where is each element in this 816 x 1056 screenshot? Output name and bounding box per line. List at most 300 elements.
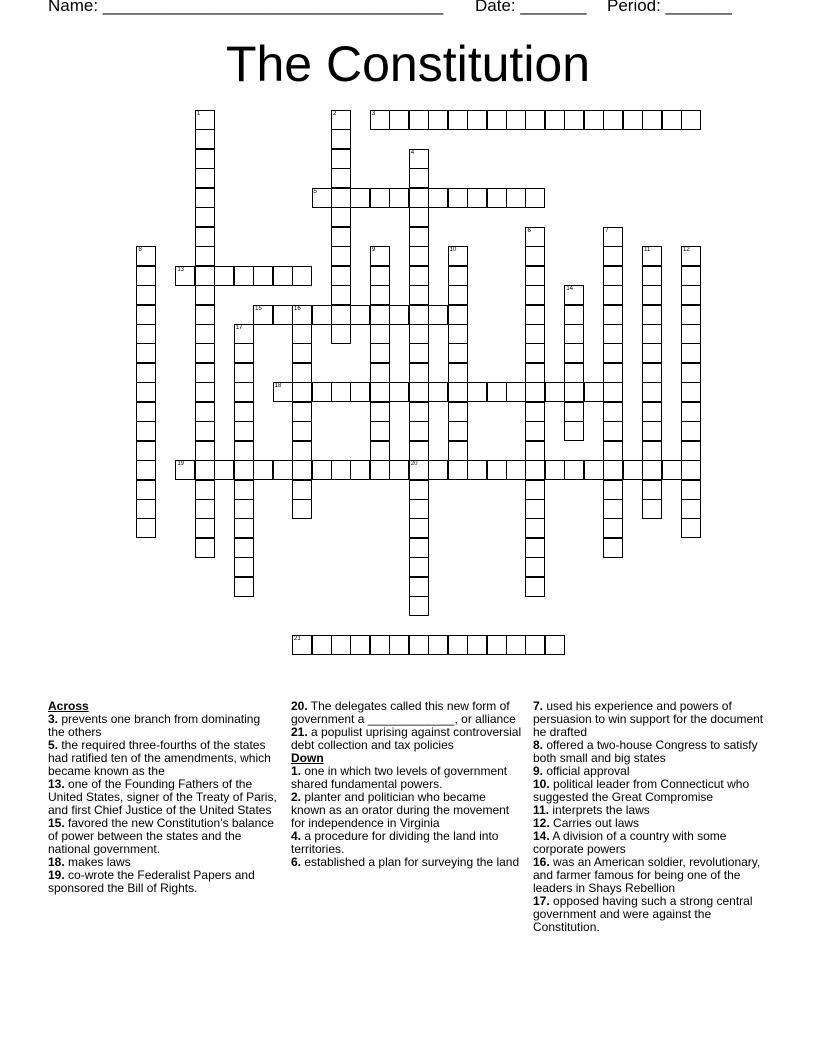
grid-cell[interactable] bbox=[681, 363, 701, 383]
grid-cell[interactable] bbox=[331, 110, 351, 130]
grid-cell[interactable] bbox=[370, 188, 390, 208]
period-field[interactable]: Period: _______ bbox=[607, 0, 732, 15]
grid-cell[interactable] bbox=[234, 421, 254, 441]
grid-cell[interactable] bbox=[681, 499, 701, 519]
grid-cell[interactable] bbox=[234, 518, 254, 538]
clue-number: 18. bbox=[48, 855, 65, 869]
grid-cell[interactable] bbox=[195, 518, 215, 538]
grid-cell[interactable] bbox=[428, 382, 448, 402]
grid-cell[interactable] bbox=[331, 168, 351, 188]
grid-cell[interactable] bbox=[681, 441, 701, 461]
grid-cell[interactable] bbox=[195, 460, 215, 480]
grid-cell[interactable] bbox=[409, 324, 429, 344]
grid-cell[interactable] bbox=[681, 110, 701, 130]
clues-column-2 bbox=[291, 700, 523, 869]
grid-cell[interactable] bbox=[331, 207, 351, 227]
grid-cell[interactable] bbox=[448, 421, 468, 441]
grid-cell[interactable] bbox=[136, 480, 156, 500]
grid-cell[interactable] bbox=[234, 266, 254, 286]
grid-cell[interactable] bbox=[136, 518, 156, 538]
grid-cell[interactable] bbox=[292, 363, 312, 383]
grid-cell[interactable] bbox=[525, 635, 545, 655]
grid-cell[interactable] bbox=[545, 382, 565, 402]
grid-cell[interactable] bbox=[467, 460, 487, 480]
grid-cell[interactable] bbox=[448, 110, 468, 130]
grid-cell[interactable] bbox=[564, 363, 584, 383]
grid-cell[interactable] bbox=[136, 343, 156, 363]
grid-cell[interactable] bbox=[642, 285, 662, 305]
grid-cell[interactable] bbox=[389, 305, 409, 325]
grid-cell[interactable] bbox=[136, 305, 156, 325]
grid-cell[interactable] bbox=[195, 285, 215, 305]
grid-cell[interactable] bbox=[642, 343, 662, 363]
grid-cell[interactable] bbox=[642, 246, 662, 266]
clue-number-label: 11 bbox=[644, 247, 651, 254]
clue-text: offered a two-house Congress to satisfy both small and big states bbox=[533, 738, 758, 765]
grid-cell[interactable] bbox=[584, 460, 604, 480]
grid-cell[interactable] bbox=[642, 499, 662, 519]
grid-cell[interactable] bbox=[195, 324, 215, 344]
grid-cell[interactable] bbox=[195, 129, 215, 149]
grid-cell[interactable] bbox=[273, 460, 293, 480]
grid-cell[interactable] bbox=[136, 246, 156, 266]
grid-cell[interactable] bbox=[642, 110, 662, 130]
grid-cell[interactable] bbox=[234, 577, 254, 597]
grid-cell[interactable] bbox=[564, 460, 584, 480]
grid-cell[interactable] bbox=[312, 305, 332, 325]
grid-cell[interactable] bbox=[292, 343, 312, 363]
grid-cell[interactable] bbox=[525, 402, 545, 422]
grid-cell[interactable] bbox=[136, 382, 156, 402]
grid-cell[interactable] bbox=[448, 382, 468, 402]
grid-cell[interactable] bbox=[603, 110, 623, 130]
grid-cell[interactable] bbox=[525, 421, 545, 441]
grid-cell[interactable] bbox=[409, 188, 429, 208]
grid-cell[interactable] bbox=[467, 188, 487, 208]
grid-cell[interactable] bbox=[292, 441, 312, 461]
grid-cell[interactable] bbox=[370, 246, 390, 266]
clue-text: favored the new Constitution’s balance of power between the states and the national government. bbox=[48, 816, 274, 856]
grid-cell[interactable] bbox=[467, 635, 487, 655]
grid-cell[interactable] bbox=[603, 402, 623, 422]
grid-cell[interactable] bbox=[370, 343, 390, 363]
grid-cell[interactable] bbox=[448, 635, 468, 655]
grid-cell[interactable] bbox=[409, 382, 429, 402]
grid-cell[interactable] bbox=[603, 324, 623, 344]
grid-cell[interactable] bbox=[681, 518, 701, 538]
grid-cell[interactable] bbox=[448, 441, 468, 461]
grid-cell[interactable] bbox=[195, 402, 215, 422]
grid-cell[interactable] bbox=[312, 382, 332, 402]
grid-cell[interactable] bbox=[448, 285, 468, 305]
grid-cell[interactable] bbox=[214, 266, 234, 286]
grid-cell[interactable] bbox=[195, 168, 215, 188]
grid-cell[interactable] bbox=[525, 266, 545, 286]
grid-cell[interactable] bbox=[448, 402, 468, 422]
grid-cell[interactable] bbox=[448, 343, 468, 363]
grid-cell[interactable] bbox=[525, 557, 545, 577]
grid-cell[interactable] bbox=[136, 441, 156, 461]
grid-cell[interactable] bbox=[448, 305, 468, 325]
grid-cell[interactable] bbox=[409, 110, 429, 130]
grid-cell[interactable] bbox=[370, 635, 390, 655]
grid-cell[interactable] bbox=[195, 382, 215, 402]
date-field[interactable]: Date: _______ bbox=[475, 0, 587, 15]
name-field[interactable]: Name: ____________________________________ bbox=[48, 0, 444, 15]
grid-cell[interactable] bbox=[292, 382, 312, 402]
grid-cell[interactable] bbox=[234, 402, 254, 422]
clue-number: 1. bbox=[291, 764, 302, 778]
grid-cell[interactable] bbox=[603, 460, 623, 480]
grid-cell[interactable] bbox=[564, 421, 584, 441]
grid-cell[interactable] bbox=[234, 343, 254, 363]
grid-cell[interactable] bbox=[350, 305, 370, 325]
grid-cell[interactable] bbox=[642, 480, 662, 500]
grid-cell[interactable] bbox=[506, 382, 526, 402]
grid-cell[interactable] bbox=[623, 110, 643, 130]
grid-cell[interactable] bbox=[487, 460, 507, 480]
grid-cell[interactable] bbox=[253, 305, 273, 325]
grid-cell[interactable] bbox=[331, 188, 351, 208]
grid-cell[interactable] bbox=[370, 382, 390, 402]
grid-cell[interactable] bbox=[409, 596, 429, 616]
grid-cell[interactable] bbox=[331, 149, 351, 169]
grid-cell[interactable] bbox=[409, 441, 429, 461]
grid-cell[interactable] bbox=[389, 110, 409, 130]
grid-cell[interactable] bbox=[603, 538, 623, 558]
grid-cell[interactable] bbox=[195, 227, 215, 247]
grid-cell[interactable] bbox=[681, 324, 701, 344]
grid-cell[interactable] bbox=[506, 635, 526, 655]
grid-cell[interactable] bbox=[350, 635, 370, 655]
grid-cell[interactable] bbox=[292, 402, 312, 422]
grid-cell[interactable] bbox=[428, 110, 448, 130]
grid-cell[interactable] bbox=[525, 110, 545, 130]
grid-cell[interactable] bbox=[584, 110, 604, 130]
grid-cell[interactable] bbox=[234, 480, 254, 500]
grid-cell[interactable] bbox=[681, 246, 701, 266]
grid-cell[interactable] bbox=[681, 305, 701, 325]
grid-cell[interactable] bbox=[350, 460, 370, 480]
grid-cell[interactable] bbox=[681, 402, 701, 422]
grid-cell[interactable] bbox=[564, 402, 584, 422]
grid-cell[interactable] bbox=[370, 324, 390, 344]
grid-cell[interactable] bbox=[662, 110, 682, 130]
grid-cell[interactable] bbox=[681, 285, 701, 305]
grid-cell[interactable] bbox=[195, 149, 215, 169]
grid-cell[interactable] bbox=[409, 402, 429, 422]
grid-cell[interactable] bbox=[195, 266, 215, 286]
grid-cell[interactable] bbox=[389, 460, 409, 480]
grid-cell[interactable] bbox=[195, 441, 215, 461]
grid-cell[interactable] bbox=[545, 460, 565, 480]
grid-cell[interactable] bbox=[350, 188, 370, 208]
grid-cell[interactable] bbox=[409, 305, 429, 325]
grid-cell[interactable] bbox=[428, 305, 448, 325]
grid-cell[interactable] bbox=[525, 227, 545, 247]
clue-number-label: 6 bbox=[527, 227, 531, 234]
grid-cell[interactable] bbox=[370, 305, 390, 325]
grid-cell[interactable] bbox=[273, 266, 293, 286]
grid-cell[interactable] bbox=[331, 635, 351, 655]
grid-cell[interactable] bbox=[564, 305, 584, 325]
grid-cell[interactable] bbox=[525, 363, 545, 383]
clue-item bbox=[48, 713, 278, 739]
clue-number: 11. bbox=[533, 803, 550, 817]
grid-cell[interactable] bbox=[389, 382, 409, 402]
grid-cell[interactable] bbox=[642, 402, 662, 422]
grid-cell[interactable] bbox=[312, 188, 332, 208]
grid-cell[interactable] bbox=[448, 324, 468, 344]
grid-cell[interactable] bbox=[603, 266, 623, 286]
grid-cell[interactable] bbox=[136, 499, 156, 519]
grid-cell[interactable] bbox=[525, 343, 545, 363]
grid-cell[interactable] bbox=[195, 538, 215, 558]
grid-cell[interactable] bbox=[234, 460, 254, 480]
grid-cell[interactable] bbox=[525, 382, 545, 402]
grid-cell[interactable] bbox=[525, 518, 545, 538]
grid-cell[interactable] bbox=[409, 480, 429, 500]
clue-number-label: 19 bbox=[177, 461, 185, 468]
grid-cell[interactable] bbox=[331, 246, 351, 266]
grid-cell[interactable] bbox=[681, 460, 701, 480]
grid-cell[interactable] bbox=[525, 324, 545, 344]
grid-cell[interactable] bbox=[331, 324, 351, 344]
grid-cell[interactable] bbox=[292, 460, 312, 480]
grid-cell[interactable] bbox=[234, 382, 254, 402]
grid-cell[interactable] bbox=[409, 635, 429, 655]
grid-cell[interactable] bbox=[642, 441, 662, 461]
grid-cell[interactable] bbox=[409, 266, 429, 286]
grid-cell[interactable] bbox=[175, 266, 195, 286]
grid-cell[interactable] bbox=[331, 227, 351, 247]
grid-cell[interactable] bbox=[545, 110, 565, 130]
grid-cell[interactable] bbox=[487, 110, 507, 130]
grid-cell[interactable] bbox=[506, 188, 526, 208]
grid-cell[interactable] bbox=[409, 460, 429, 480]
grid-cell[interactable] bbox=[506, 460, 526, 480]
grid-cell[interactable] bbox=[136, 363, 156, 383]
grid-cell[interactable] bbox=[642, 324, 662, 344]
grid-cell[interactable] bbox=[642, 266, 662, 286]
grid-cell[interactable] bbox=[642, 460, 662, 480]
grid-cell[interactable] bbox=[409, 207, 429, 227]
grid-cell[interactable] bbox=[603, 421, 623, 441]
grid-cell[interactable] bbox=[525, 577, 545, 597]
page-title: The Constitution bbox=[225, 36, 591, 92]
grid-cell[interactable] bbox=[487, 635, 507, 655]
clues-column-1 bbox=[48, 700, 278, 895]
grid-cell[interactable] bbox=[136, 266, 156, 286]
grid-cell[interactable] bbox=[195, 246, 215, 266]
grid-cell[interactable] bbox=[292, 421, 312, 441]
grid-cell[interactable] bbox=[331, 285, 351, 305]
grid-cell[interactable] bbox=[409, 557, 429, 577]
grid-cell[interactable] bbox=[370, 266, 390, 286]
grid-cell[interactable] bbox=[525, 441, 545, 461]
grid-cell[interactable] bbox=[370, 363, 390, 383]
clue-number-label: 12 bbox=[683, 247, 690, 254]
grid-cell[interactable] bbox=[603, 480, 623, 500]
grid-cell[interactable] bbox=[603, 499, 623, 519]
grid-cell[interactable] bbox=[195, 363, 215, 383]
grid-cell[interactable] bbox=[448, 246, 468, 266]
grid-cell[interactable] bbox=[584, 382, 604, 402]
grid-cell[interactable] bbox=[525, 538, 545, 558]
clue-number-label: 20 bbox=[410, 461, 418, 468]
grid-cell[interactable] bbox=[409, 227, 429, 247]
grid-cell[interactable] bbox=[409, 577, 429, 597]
grid-cell[interactable] bbox=[642, 421, 662, 441]
grid-cell[interactable] bbox=[370, 285, 390, 305]
grid-cell[interactable] bbox=[603, 343, 623, 363]
grid-cell[interactable] bbox=[681, 343, 701, 363]
grid-cell[interactable] bbox=[409, 499, 429, 519]
grid-cell[interactable] bbox=[273, 305, 293, 325]
grid-cell[interactable] bbox=[370, 460, 390, 480]
grid-cell[interactable] bbox=[331, 382, 351, 402]
grid-cell[interactable] bbox=[136, 324, 156, 344]
grid-cell[interactable] bbox=[564, 285, 584, 305]
grid-cell[interactable] bbox=[603, 441, 623, 461]
grid-cell[interactable] bbox=[136, 402, 156, 422]
grid-cell[interactable] bbox=[409, 538, 429, 558]
grid-cell[interactable] bbox=[292, 305, 312, 325]
grid-cell[interactable] bbox=[525, 460, 545, 480]
clue-number: 17. bbox=[533, 894, 550, 908]
grid-cell[interactable] bbox=[467, 382, 487, 402]
grid-cell[interactable] bbox=[292, 266, 312, 286]
grid-cell[interactable] bbox=[525, 246, 545, 266]
grid-cell[interactable] bbox=[564, 343, 584, 363]
grid-cell[interactable] bbox=[389, 188, 409, 208]
clue-text: a procedure for dividing the land into territories. bbox=[291, 829, 499, 856]
grid-cell[interactable] bbox=[525, 305, 545, 325]
grid-cell[interactable] bbox=[428, 188, 448, 208]
grid-cell[interactable] bbox=[253, 266, 273, 286]
grid-cell[interactable] bbox=[370, 421, 390, 441]
grid-cell[interactable] bbox=[448, 266, 468, 286]
grid-cell[interactable] bbox=[136, 421, 156, 441]
grid-cell[interactable] bbox=[195, 499, 215, 519]
grid-cell[interactable] bbox=[214, 460, 234, 480]
grid-cell[interactable] bbox=[389, 635, 409, 655]
grid-cell[interactable] bbox=[662, 460, 682, 480]
grid-cell[interactable] bbox=[312, 635, 332, 655]
grid-cell[interactable] bbox=[331, 129, 351, 149]
grid-cell[interactable] bbox=[331, 266, 351, 286]
grid-cell[interactable] bbox=[525, 499, 545, 519]
grid-cell[interactable] bbox=[545, 635, 565, 655]
grid-cell[interactable] bbox=[448, 363, 468, 383]
clue-text: makes laws bbox=[64, 855, 131, 869]
grid-cell[interactable] bbox=[370, 402, 390, 422]
grid-cell[interactable] bbox=[175, 460, 195, 480]
clue-item bbox=[48, 739, 278, 778]
grid-cell[interactable] bbox=[195, 110, 215, 130]
grid-cell[interactable] bbox=[642, 305, 662, 325]
grid-cell[interactable] bbox=[331, 460, 351, 480]
grid-cell[interactable] bbox=[195, 480, 215, 500]
grid-cell[interactable] bbox=[603, 285, 623, 305]
grid-cell[interactable] bbox=[525, 285, 545, 305]
grid-cell[interactable] bbox=[312, 460, 332, 480]
grid-cell[interactable] bbox=[234, 538, 254, 558]
grid-cell[interactable] bbox=[292, 635, 312, 655]
grid-cell[interactable] bbox=[409, 421, 429, 441]
grid-cell[interactable] bbox=[603, 246, 623, 266]
grid-cell[interactable] bbox=[603, 227, 623, 247]
grid-cell[interactable] bbox=[409, 343, 429, 363]
grid-cell[interactable] bbox=[409, 168, 429, 188]
grid-cell[interactable] bbox=[292, 499, 312, 519]
grid-cell[interactable] bbox=[448, 188, 468, 208]
grid-cell[interactable] bbox=[428, 635, 448, 655]
grid-cell[interactable] bbox=[564, 382, 584, 402]
grid-cell[interactable] bbox=[487, 188, 507, 208]
grid-cell[interactable] bbox=[681, 421, 701, 441]
grid-cell[interactable] bbox=[448, 460, 468, 480]
clue-number: 8. bbox=[533, 738, 544, 752]
grid-cell[interactable] bbox=[681, 266, 701, 286]
grid-cell[interactable] bbox=[681, 382, 701, 402]
clue-number-label: 7 bbox=[605, 227, 609, 234]
grid-cell[interactable] bbox=[409, 149, 429, 169]
grid-cell[interactable] bbox=[234, 499, 254, 519]
grid-cell[interactable] bbox=[253, 460, 273, 480]
grid-cell[interactable] bbox=[564, 324, 584, 344]
grid-cell[interactable] bbox=[234, 324, 254, 344]
grid-cell[interactable] bbox=[370, 110, 390, 130]
grid-cell[interactable] bbox=[525, 480, 545, 500]
grid-cell[interactable] bbox=[603, 363, 623, 383]
grid-cell[interactable] bbox=[234, 441, 254, 461]
grid-cell[interactable] bbox=[273, 382, 293, 402]
grid-cell[interactable] bbox=[623, 460, 643, 480]
grid-cell[interactable] bbox=[642, 382, 662, 402]
grid-cell[interactable] bbox=[467, 110, 487, 130]
grid-cell[interactable] bbox=[409, 518, 429, 538]
grid-cell[interactable] bbox=[292, 324, 312, 344]
grid-cell[interactable] bbox=[195, 421, 215, 441]
grid-cell[interactable] bbox=[136, 285, 156, 305]
grid-cell[interactable] bbox=[525, 188, 545, 208]
grid-cell[interactable] bbox=[234, 557, 254, 577]
grid-cell[interactable] bbox=[487, 382, 507, 402]
grid-cell[interactable] bbox=[681, 480, 701, 500]
grid-cell[interactable] bbox=[642, 363, 662, 383]
grid-cell[interactable] bbox=[292, 480, 312, 500]
grid-cell[interactable] bbox=[428, 460, 448, 480]
grid-cell[interactable] bbox=[564, 110, 584, 130]
grid-cell[interactable] bbox=[409, 363, 429, 383]
grid-cell[interactable] bbox=[350, 382, 370, 402]
grid-cell[interactable] bbox=[331, 305, 351, 325]
grid-cell[interactable] bbox=[409, 285, 429, 305]
grid-cell[interactable] bbox=[195, 188, 215, 208]
grid-cell[interactable] bbox=[603, 382, 623, 402]
grid-cell[interactable] bbox=[195, 207, 215, 227]
grid-cell[interactable] bbox=[506, 110, 526, 130]
grid-cell[interactable] bbox=[409, 246, 429, 266]
grid-cell[interactable] bbox=[195, 343, 215, 363]
grid-cell[interactable] bbox=[136, 460, 156, 480]
grid-cell[interactable] bbox=[195, 305, 215, 325]
grid-cell[interactable] bbox=[370, 441, 390, 461]
grid-cell[interactable] bbox=[234, 363, 254, 383]
grid-cell[interactable] bbox=[603, 305, 623, 325]
grid-cell[interactable] bbox=[603, 518, 623, 538]
